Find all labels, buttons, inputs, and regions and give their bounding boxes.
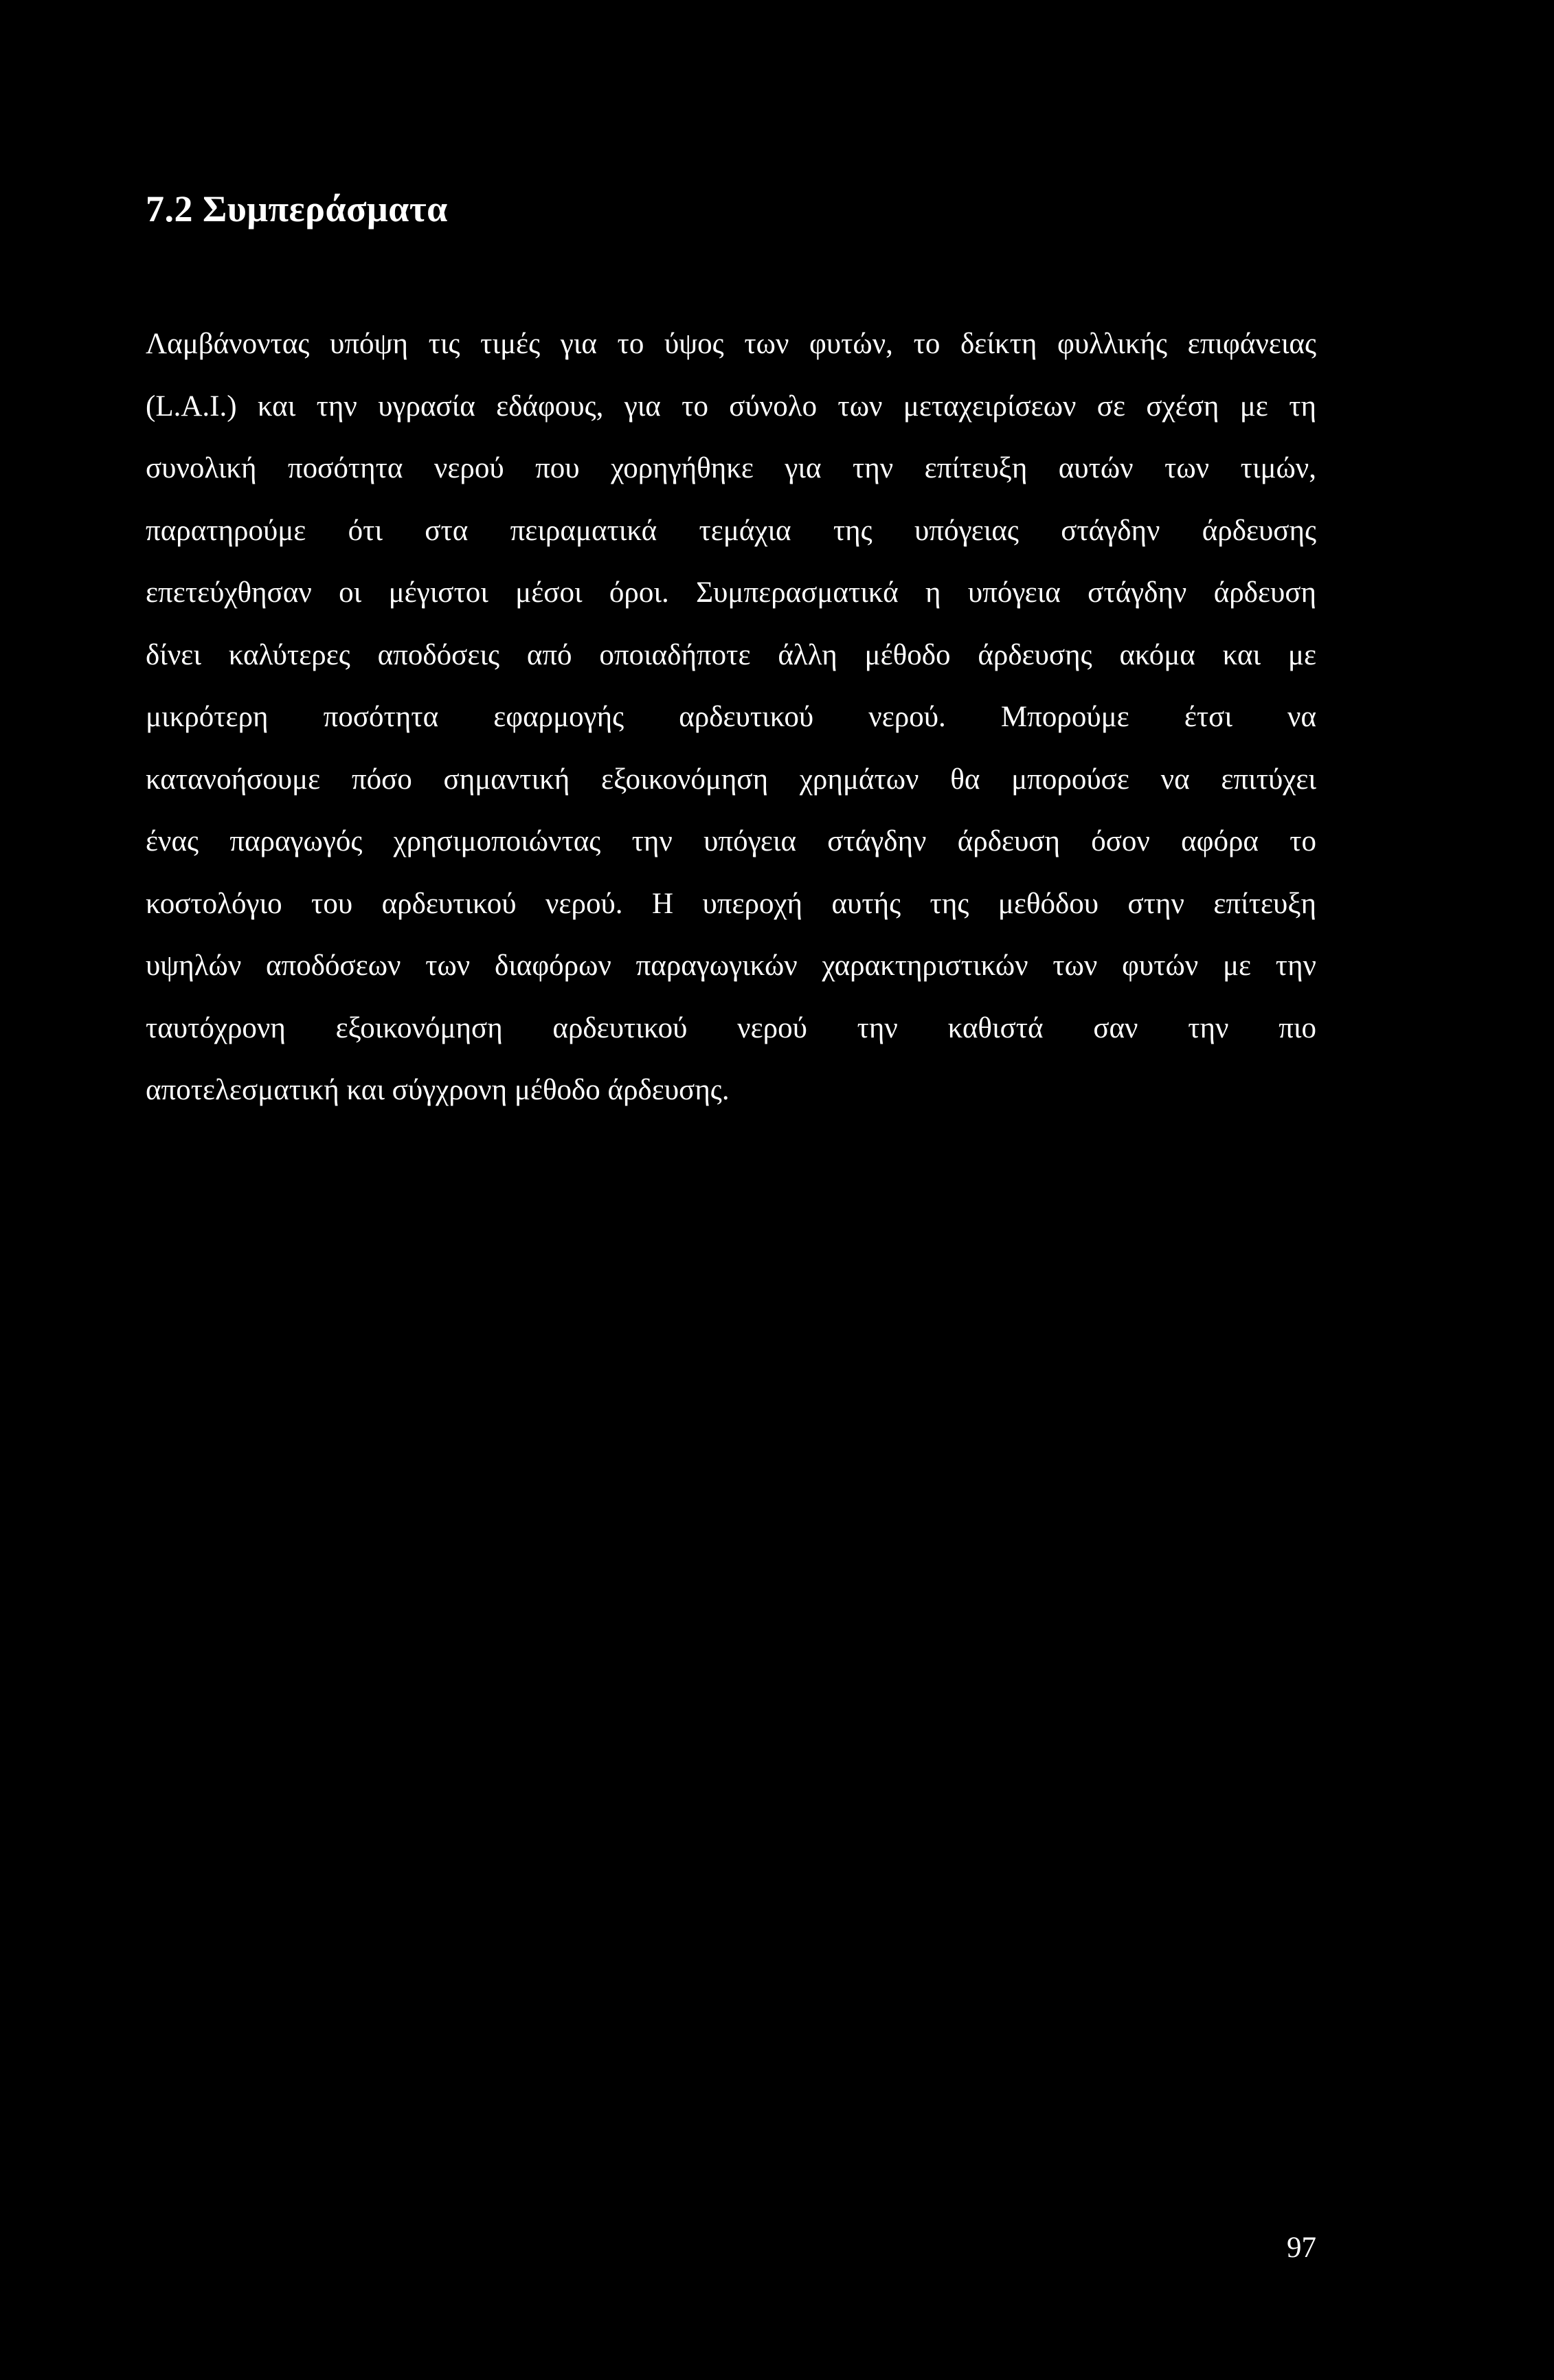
- page-number: 97: [1287, 2232, 1316, 2264]
- paragraph-line-3: συνολική ποσότητα νερού που χορηγήθηκε για την επίτευξη αυτών των τιμών,: [146, 452, 1316, 484]
- paragraph-line-7: μικρότερη ποσότητα εφαρμογής αρδευτικού νερού. Μπορούμε έτσι να: [146, 701, 1316, 733]
- paragraph-line-1: Λαμβάνοντας υπόψη τις τιμές για το ύψος των φυτών, το δείκτη φυλλικής επιφάνειας: [146, 328, 1316, 360]
- paragraph-line-6: δίνει καλύτερες αποδόσεις από οποιαδήποτε άλλη μέθοδο άρδευσης ακόμα και με: [146, 638, 1316, 671]
- paragraph-line-12: ταυτόχρονη εξοικονόμηση αρδευτικού νερού την καθιστά σαν την πιο: [146, 1011, 1316, 1044]
- paragraph-line-9: ένας παραγωγός χρησιμοποιώντας την υπόγεια στάγδην άρδευση όσον αφόρα το: [146, 825, 1316, 857]
- paragraph-line-2: (L.A.I.) και την υγρασία εδάφους, για το σύνολο των μεταχειρίσεων σε σχέση με τη: [146, 390, 1316, 423]
- paragraph-line-8: κατανοήσουμε πόσο σημαντική εξοικονόμηση χρημάτων θα μπορούσε να επιτύχει: [146, 763, 1316, 796]
- paragraph-line-11: υψηλών αποδόσεων των διαφόρων παραγωγικών χαρακτηριστικών των φυτών με την: [146, 950, 1316, 982]
- section-heading: 7.2 Συμπεράσματα: [146, 188, 448, 229]
- conclusions-paragraph: [146, 313, 1316, 1122]
- paragraph-line-4: παρατηρούμε ότι στα πειραματικά τεμάχια της υπόγειας στάγδην άρδευσης: [146, 514, 1316, 547]
- paragraph-line-13: αποτελεσματική και σύγχρονη μέθοδο άρδευσης.: [146, 1074, 730, 1106]
- paragraph-line-5: επετεύχθησαν οι μέγιστοι μέσοι όροι. Συμπερασματικά η υπόγεια στάγδην άρδευση: [146, 576, 1316, 609]
- paragraph-line-10: κοστολόγιο του αρδευτικού νερού. Η υπεροχή αυτής της μεθόδου στην επίτευξη: [146, 887, 1316, 920]
